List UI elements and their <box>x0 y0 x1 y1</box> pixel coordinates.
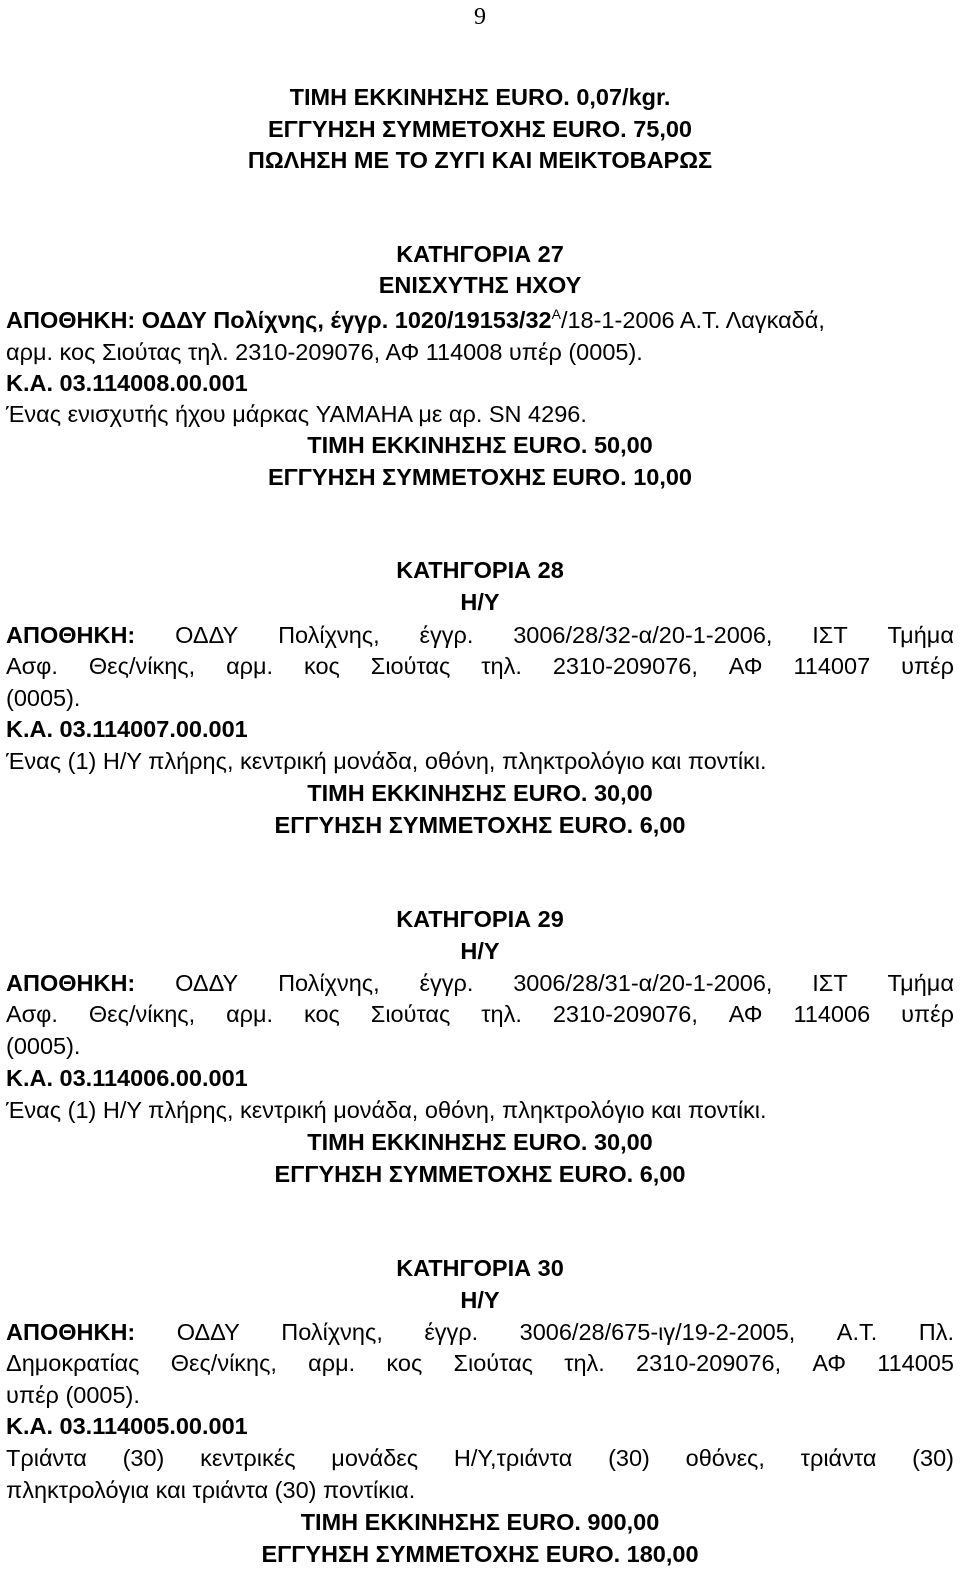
cat28-storage2-w6: 2310-209076, <box>552 653 698 679</box>
cat29-storage-w6: Τμήμα <box>887 970 954 996</box>
cat30-storage2-w3: κος <box>386 1350 423 1376</box>
cat30-storage2-w4: Σιούτας <box>453 1350 533 1376</box>
cat29-storage-line2 <box>6 999 954 1030</box>
cat29-storage-w4: 3006/28/31-α/20-1-2006, <box>513 970 773 996</box>
cat29-storage-line1 <box>6 968 954 999</box>
cat29-subtitle: Η/Υ <box>460 938 500 964</box>
cat30-title: ΚΑΤΗΓΟΡΙΑ 30 <box>396 1255 564 1281</box>
cat28-storage2-w7: ΑΦ <box>728 653 763 679</box>
cat27-code: Κ.Α. 03.114008.00.001 <box>6 370 248 396</box>
cat29-storage2-w7: ΑΦ <box>728 1001 763 1027</box>
cat29-title: ΚΑΤΗΓΟΡΙΑ 29 <box>396 906 564 932</box>
cat29-storage2-w5: τηλ. <box>481 1001 522 1027</box>
cat28-price: ΤΙΜΗ ΕΚΚΙΝΗΣΗΣ EURO. 30,00 <box>307 780 653 806</box>
cat28-storage-w3: έγγρ. <box>419 622 474 648</box>
cat28-storage-w1: ΟΔΔΥ <box>175 622 239 648</box>
cat30-storage-line3: υπέρ (0005). <box>6 1382 140 1408</box>
cat28-storage2-w2: αρμ. <box>226 653 274 679</box>
cat29-storage-w5: ΙΣΤ <box>812 970 848 996</box>
cat30-desc-w5: (30) <box>608 1445 650 1471</box>
cat28-storage-w4: 3006/28/32-α/20-1-2006, <box>513 622 773 648</box>
cat28-code: Κ.Α. 03.114007.00.001 <box>6 716 248 742</box>
cat29-storage2-w0: Ασφ. <box>6 1001 58 1027</box>
cat30-storage2-w8: 114005 <box>877 1350 954 1376</box>
cat30-desc-w6: οθόνες, <box>685 1445 765 1471</box>
cat29-storage-w2: Πολίχνης, <box>278 970 380 996</box>
cat29-storage-w1: ΟΔΔΥ <box>175 970 239 996</box>
cat30-desc-w2: κεντρικές <box>200 1445 296 1471</box>
cat28-storage-w0: ΑΠΟΘΗΚΗ: <box>6 622 136 648</box>
cat28-deposit: ΕΓΓΥΗΣΗ ΣΥΜΜΕΤΟΧΗΣ EURO. 6,00 <box>274 812 686 838</box>
cat30-deposit: ΕΓΓΥΗΣΗ ΣΥΜΜΕΤΟΧΗΣ EURO. 180,00 <box>261 1541 699 1567</box>
cat30-desc-w7: τριάντα <box>800 1445 877 1471</box>
cat28-title: ΚΑΤΗΓΟΡΙΑ 28 <box>396 557 564 583</box>
cat28-storage2-w5: τηλ. <box>481 653 522 679</box>
cat28-storage2-w0: Ασφ. <box>6 653 58 679</box>
cat30-desc-w1: (30) <box>122 1445 165 1471</box>
cat30-subtitle: Η/Υ <box>460 1287 500 1313</box>
cat30-price: ΤΙΜΗ ΕΚΚΙΝΗΣΗΣ EURO. 900,00 <box>300 1509 660 1535</box>
cat30-description-line1 <box>6 1443 954 1474</box>
cat29-storage2-w9: υπέρ <box>901 1001 954 1027</box>
cat28-storage-line3: (0005). <box>6 685 81 711</box>
cat28-subtitle: Η/Υ <box>460 589 500 615</box>
page-number: 9 <box>474 4 486 30</box>
cat29-storage2-w6: 2310-209076, <box>552 1001 698 1027</box>
cat30-description-line2: πληκτρολόγια και τριάντα (30) ποντίκια. <box>6 1477 416 1503</box>
cat28-storage2-w9: υπέρ <box>901 653 954 679</box>
cat30-storage2-w1: Θες/νίκης, <box>170 1350 277 1376</box>
cat30-desc-w8: (30) <box>912 1445 954 1471</box>
cat27-deposit: ΕΓΓΥΗΣΗ ΣΥΜΜΕΤΟΧΗΣ EURO. 10,00 <box>267 464 693 490</box>
cat30-storage2-w2: αρμ. <box>308 1350 356 1376</box>
intro-deposit: ΕΓΓΥΗΣΗ ΣΥΜΜΕΤΟΧΗΣ EURO. 75,00 <box>267 116 693 142</box>
cat30-storage2-w5: τηλ. <box>564 1350 605 1376</box>
cat29-storage2-w8: 114006 <box>793 1001 871 1027</box>
cat30-storage2-w7: ΑΦ <box>812 1350 847 1376</box>
cat29-storage2-w3: κος <box>304 1001 340 1027</box>
cat27-title: ΚΑΤΗΓΟΡΙΑ 27 <box>396 241 564 267</box>
cat28-storage2-w4: Σιούτας <box>370 653 451 679</box>
cat30-storage2-w0: Δημοκρατίας <box>6 1350 140 1376</box>
cat29-price: ΤΙΜΗ ΕΚΚΙΝΗΣΗΣ EURO. 30,00 <box>307 1129 653 1155</box>
cat27-storage-sup: Α <box>551 306 561 323</box>
cat30-storage-w0: ΑΠΟΘΗΚΗ: <box>6 1319 136 1345</box>
cat28-storage-w5: ΙΣΤ <box>812 622 848 648</box>
cat29-storage-w0: ΑΠΟΘΗΚΗ: <box>6 970 136 996</box>
cat29-storage2-w2: αρμ. <box>226 1001 274 1027</box>
cat30-desc-w3: μονάδες <box>331 1445 419 1471</box>
cat28-description: Ένας (1) Η/Υ πλήρης, κεντρική μονάδα, οθόνη, πληκτρολόγιο και ποντίκι. <box>6 748 767 774</box>
cat30-storage-w2: Πολίχνης, <box>281 1319 383 1345</box>
cat29-storage-line3: (0005). <box>6 1033 81 1059</box>
cat29-deposit: ΕΓΓΥΗΣΗ ΣΥΜΜΕΤΟΧΗΣ EURO. 6,00 <box>274 1161 686 1187</box>
cat30-code: Κ.Α. 03.114005.00.001 <box>6 1413 248 1439</box>
cat28-storage-line1 <box>6 620 954 651</box>
cat27-price: ΤΙΜΗ ΕΚΚΙΝΗΣΗΣ EURO. 50,00 <box>307 432 653 458</box>
cat29-code: Κ.Α. 03.114006.00.001 <box>6 1065 248 1091</box>
cat27-description: Ένας ενισχυτής ήχου μάρκας YAMAHA με αρ. SN 4296. <box>6 401 587 427</box>
cat30-storage2-w6: 2310-209076, <box>636 1350 782 1376</box>
cat30-desc-w4: Η/Υ,τριάντα <box>453 1445 573 1471</box>
cat28-storage2-w3: κος <box>304 653 340 679</box>
cat30-storage-line1 <box>6 1317 954 1348</box>
cat30-storage-w1: ΟΔΔΥ <box>176 1319 240 1345</box>
cat27-storage <box>6 305 954 336</box>
cat28-storage2-w8: 114007 <box>793 653 871 679</box>
cat30-storage-w4: 3006/28/675-ιγ/19-2-2005, <box>519 1319 796 1345</box>
cat28-storage2-w1: Θες/νίκης, <box>88 653 196 679</box>
cat30-storage-w3: έγγρ. <box>424 1319 479 1345</box>
cat28-storage-line2 <box>6 651 954 682</box>
cat29-storage2-w4: Σιούτας <box>370 1001 451 1027</box>
cat28-storage-w6: Τμήμα <box>887 622 954 648</box>
intro-sale-note: ΠΩΛΗΣΗ ΜΕ ΤΟ ΖΥΓΙ ΚΑΙ ΜΕΙΚΤΟΒΑΡΩΣ <box>247 147 713 173</box>
cat29-description: Ένας (1) Η/Υ πλήρης, κεντρική μονάδα, οθόνη, πληκτρολόγιο και ποντίκι. <box>6 1097 767 1123</box>
intro-price: ΤΙΜΗ ΕΚΚΙΝΗΣΗΣ EURO. 0,07/kgr. <box>289 84 671 110</box>
cat27-storage-a: ΑΠΟΘΗΚΗ: ΟΔΔΥ Πολίχνης, έγγρ. 1020/19153/32 <box>6 307 552 333</box>
cat29-storage2-w1: Θες/νίκης, <box>88 1001 196 1027</box>
cat27-storage-line2: αρμ. κος Σιούτας τηλ. 2310-209076, ΑΦ 114008 υπέρ (0005). <box>6 339 643 365</box>
cat30-storage-w6: Πλ. <box>918 1319 954 1345</box>
cat30-storage-w5: Α.Τ. <box>836 1319 878 1345</box>
cat28-storage-w2: Πολίχνης, <box>278 622 380 648</box>
cat27-subtitle: ΕΝΙΣΧΥΤΗΣ ΗΧΟΥ <box>378 272 582 298</box>
cat30-storage-line2 <box>6 1348 954 1379</box>
cat29-storage-w3: έγγρ. <box>419 970 474 996</box>
cat27-storage-b: /18-1-2006 Α.Τ. Λαγκαδά, <box>560 307 825 333</box>
cat30-desc-w0: Τριάντα <box>6 1445 87 1471</box>
